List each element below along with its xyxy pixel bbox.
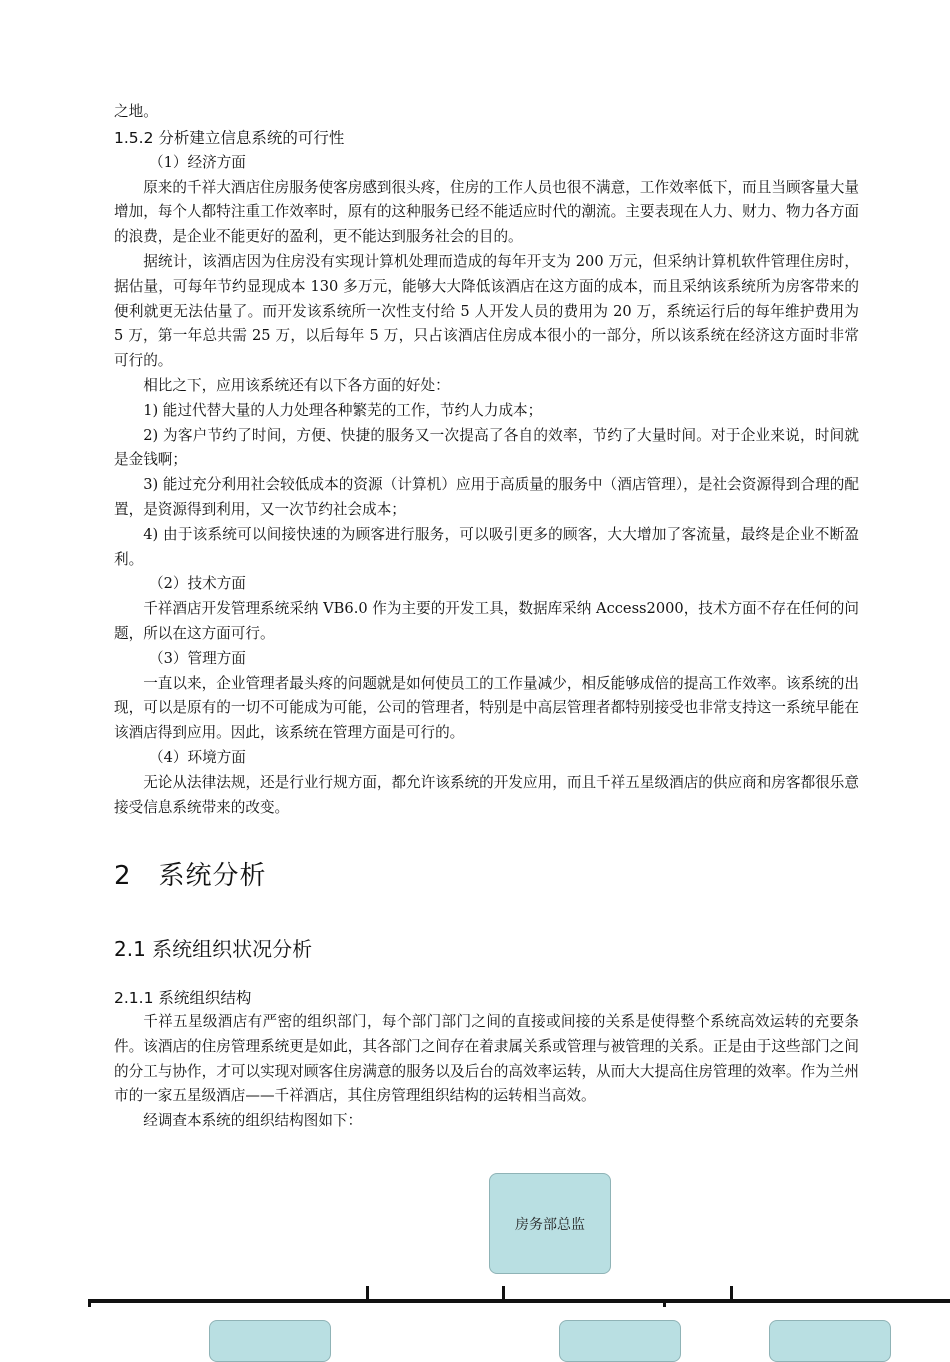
org-intro: 经调查本系统的组织结构图如下： (143, 1112, 363, 1130)
benefit-item-3: 3) 能过充分利用社会较低成本的资源（计算机）应用于高质量的服务中（酒店管理），是社会资源得到合理的配置，是资源得到利用，又一次节约社会成本； (114, 476, 859, 518)
heading-1-5-2: 1.5.2 分析建立信息系统的可行性 (114, 128, 345, 147)
org-box-director (489, 1173, 611, 1274)
mgmt-paragraph: 一直以来，企业管理者最头疼的问题就是如何使员工的工作量减少，相反能够成倍的提高工作效率。该系统的出现，可以是原有的一切不可能成为可能，公司的管理者，特别是中高层管理者都特别接受也非常支持这一系统早能在该酒店得到应用。因此，该系统在管理方面是可行的。 (114, 674, 859, 742)
org-tick (730, 1286, 733, 1301)
continuation-text: 之地。 (114, 103, 158, 120)
env-paragraph: 无论从法律法规，还是行业行规方面，都允许该系统的开发应用，而且千祥五星级酒店的供应商和房客都很乐意接受信息系统带来的改变。 (114, 773, 859, 816)
benefit-item-4: 4) 由于该系统可以间接快速的为顾客进行服务，可以吸引更多的顾客，大大增加了客流量，最终是企业不断盈利。 (114, 525, 859, 568)
org-tick (88, 1299, 91, 1307)
org-paragraph: 千祥五星级酒店有严密的组织部门，每个部门部门之间的直接或间接的关系是使得整个系统高效运转的充要条件。该酒店的住房管理系统更是如此，其各部门之间存在着隶属关系或管理与被管理的关系。正是由于这些部门之间的分工与协作，才可以实现对顾客住房满意的服务以及后台的高效率运转，从而大大提高住房管理的效率。作为兰州市的一家五星级酒店——千祥酒店，其住房管理组织结构的运转相当高效。 (114, 1013, 859, 1105)
heading-2-1-1: 2.1.1 系统组织结构 (114, 989, 252, 1007)
econ-paragraph-3: 相比之下，应用该系统还有以下各方面的好处： (143, 376, 450, 394)
section1-body (114, 100, 859, 820)
heading-2-1: 2.1 系统组织状况分析 (114, 937, 313, 961)
org-box-sub-2 (559, 1320, 681, 1362)
org-tick (502, 1286, 505, 1301)
mgmt-title: （3）管理方面 (149, 649, 246, 667)
org-horizontal-connector (88, 1299, 950, 1303)
econ-paragraph-1: 原来的千祥大酒店住房服务使客房感到很头疼，住房的工作人员也很不满意，工作效率低下，而且当顾客量大量增加，每个人都特注重工作效率时，原有的这种服务已经不能适应时代的潮流。主要表现在人力、财力、物力各方面的浪费，是企业不能更好的盈利，更不能达到服务社会的目的。 (114, 178, 859, 246)
org-box-director-label: 房务部总监 (515, 1216, 585, 1233)
section2-body (114, 1010, 859, 1134)
org-box-sub-1 (209, 1320, 331, 1362)
benefit-item-1: 1) 能过代替大量的人力处理各种繁芜的工作，节约人力成本； (143, 401, 543, 419)
org-tick (366, 1286, 369, 1301)
econ-title: （1）经济方面 (149, 153, 246, 171)
benefit-item-2: 2) 为客户节约了时间，方便、快捷的服务又一次提高了各自的效率，节约了大量时间。对于企业来说，时间就是金钱啊； (114, 426, 859, 469)
chapter-heading: 2 系统分析 (114, 861, 267, 891)
econ-paragraph-2: 据统计，该酒店因为住房没有实现计算机处理而造成的每年开支为 200 万元，但采纳计算机软件管理住房时，据估量，可每年节约显现成本 130 多万元，能够大大降低该酒店在这方面的成本，而且采纳该系统所为房客带来的便利就更无法估量了。而开发该系统所一次性支付给 5 人开发人员的费用为 20 万，系统运行后的每年维护费用为 5 万，第一年总共需 25 万，以后每年 5 万，只占该酒店住房成本很小的一部分，所以该系统在经济这方面时非常可行的。 (114, 252, 859, 370)
tech-title: （2）技术方面 (149, 575, 246, 593)
org-tick (663, 1299, 666, 1307)
env-title: （4）环境方面 (149, 748, 246, 766)
org-box-sub-3 (769, 1320, 891, 1362)
tech-paragraph: 千祥酒店开发管理系统采纳 VB6.0 作为主要的开发工具，数据库采纳 Access2000，技术方面不存在任何的问题，所以在这方面可行。 (114, 600, 859, 642)
